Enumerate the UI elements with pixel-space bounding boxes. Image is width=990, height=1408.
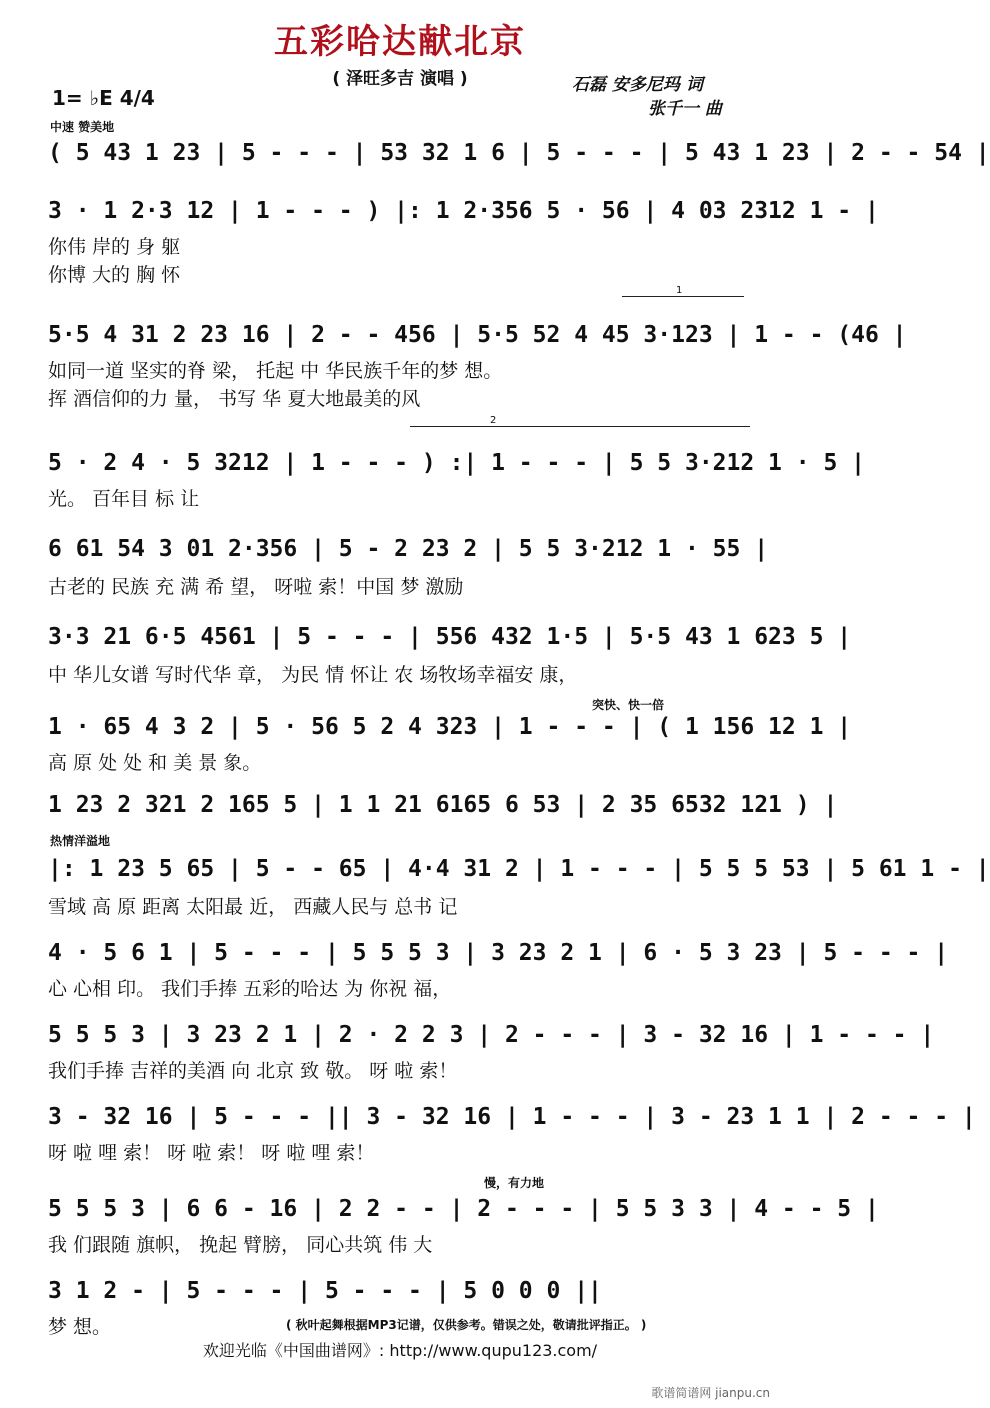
- score-line-14: 3 1 2 - | 5 - - - | 5 - - - | 5 0 0 0 ||: [48, 1278, 602, 1304]
- lyric-line-9: 雪域 高 原 距离 太阳最 近， 西藏人民与 总书 记: [48, 896, 458, 918]
- volta-2-bracket: [410, 415, 750, 437]
- lyricist-credit: 石磊 安多尼玛 词: [572, 75, 703, 95]
- tempo-fast: 突快、快一倍: [592, 698, 665, 712]
- score-line-6: 3·3 21 6·5 4561 | 5 - - - | 556 432 1·5 | 5·5 43 1 623 5 |: [48, 624, 852, 650]
- score-line-4: 5 · 2 4 · 5 3212 | 1 - - - ) :| 1 - - - | 5 5 3·212 1 · 5 |: [48, 450, 865, 476]
- lyric-line-5: 古老的 民族 充 满 希 望， 呀啦 索！中国 梦 激励: [48, 576, 464, 598]
- score-line-10: 4 · 5 6 1 | 5 - - - | 5 5 5 3 | 3 23 2 1 | 6 · 5 3 23 | 5 - - - |: [48, 940, 949, 966]
- score-line-2: 3 · 1 2·3 12 | 1 - - - ) |: 1 2·356 5 · 56 | 4 03 2312 1 - |: [48, 198, 879, 224]
- volta-1-bracket: [622, 285, 744, 307]
- singer-label: ( 泽旺多吉 演唱 ): [332, 69, 468, 89]
- tempo-slow: 慢，有力地: [484, 1176, 545, 1190]
- song-title: 五彩哈达献北京: [274, 22, 526, 62]
- composer-credit: 张千一 曲: [648, 99, 722, 119]
- lyric-line-11: 我们手捧 吉祥的美酒 向 北京 致 敬。 呀 啦 索！: [48, 1060, 458, 1082]
- lyric-line-4: 光。 百年目 标 让: [48, 488, 200, 510]
- lyric-line-10: 心 心相 印。 我们手捧 五彩的哈达 为 你祝 福，: [48, 978, 452, 1000]
- score-line-9: |: 1 23 5 65 | 5 - - 65 | 4·4 31 2 | 1 - - - | 5 5 5 53 | 5 61 1 - |: [48, 856, 990, 882]
- site-footer: 欢迎光临《中国曲谱网》: http://www.qupu123.com/: [202, 1341, 598, 1360]
- lyric-line-12: 呀 啦 哩 索！ 呀 啦 索！ 呀 啦 哩 索！: [48, 1142, 375, 1164]
- score-line-7: 1 · 65 4 3 2 | 5 · 56 5 2 4 323 | 1 - - - | ( 1 156 12 1 |: [48, 714, 852, 740]
- lyric-line-7: 高 原 处 处 和 美 景 象。: [48, 752, 262, 774]
- score-line-12: 3 - 32 16 | 5 - - - || 3 - 32 16 | 1 - - - | 3 - 23 1 1 | 2 - - - |: [48, 1104, 976, 1130]
- lyric-line-13: 我 们跟随 旗帜， 挽起 臂膀， 同心共筑 伟 大: [48, 1234, 433, 1256]
- tempo-passion: 热情洋溢地: [50, 834, 111, 848]
- lyric-line-6: 中 华儿女谱 写时代华 章， 为民 情 怀让 农 场牧场幸福安 康，: [48, 664, 578, 686]
- score-line-13: 5 5 5 3 | 6 6 - 16 | 2 2 - - | 2 - - - | 5 5 3 3 | 4 - - 5 |: [48, 1196, 879, 1222]
- score-line-5: 6 61 54 3 01 2·356 | 5 - 2 23 2 | 5 5 3·212 1 · 55 |: [48, 536, 769, 562]
- score-line-8: 1 23 2 321 2 165 5 | 1 1 21 6165 6 53 | 2 35 6532 121 ) |: [48, 792, 838, 818]
- volta-1-number: 1: [676, 285, 683, 296]
- score-line-11: 5 5 5 3 | 3 23 2 1 | 2 · 2 2 3 | 2 - - - | 3 - 32 16 | 1 - - - |: [48, 1022, 935, 1048]
- score-line-3: 5·5 4 31 2 23 16 | 2 - - 456 | 5·5 52 4 45 3·123 | 1 - - (46 |: [48, 322, 907, 348]
- lyric-line-3b: 挥 酒信仰的力 量， 书写 华 夏大地最美的风: [48, 388, 421, 410]
- lyric-line-2b: 你博 大的 胸 怀: [48, 264, 181, 286]
- lyric-line-3a: 如同一道 坚实的脊 梁， 托起 中 华民族千年的梦 想。: [48, 360, 503, 382]
- lyric-line-14: 梦 想。: [48, 1316, 112, 1338]
- lyric-line-2a: 你伟 岸的 身 躯: [48, 236, 181, 258]
- tempo-intro: 中速 赞美地: [50, 120, 115, 134]
- score-line-1: ( 5 43 1 23 | 5 - - - | 53 32 1 6 | 5 - - - | 5 43 1 23 | 2 - - 54 |: [48, 140, 990, 166]
- volta-2-number: 2: [490, 415, 497, 426]
- watermark: 歌谱简谱网 jianpu.cn: [651, 1386, 770, 1400]
- transcriber-note: ( 秋叶起舞根据MP3记谱，仅供参考。错误之处，敬请批评指正。 ): [286, 1318, 647, 1332]
- key-signature: 1= ♭E 4/4: [52, 86, 155, 110]
